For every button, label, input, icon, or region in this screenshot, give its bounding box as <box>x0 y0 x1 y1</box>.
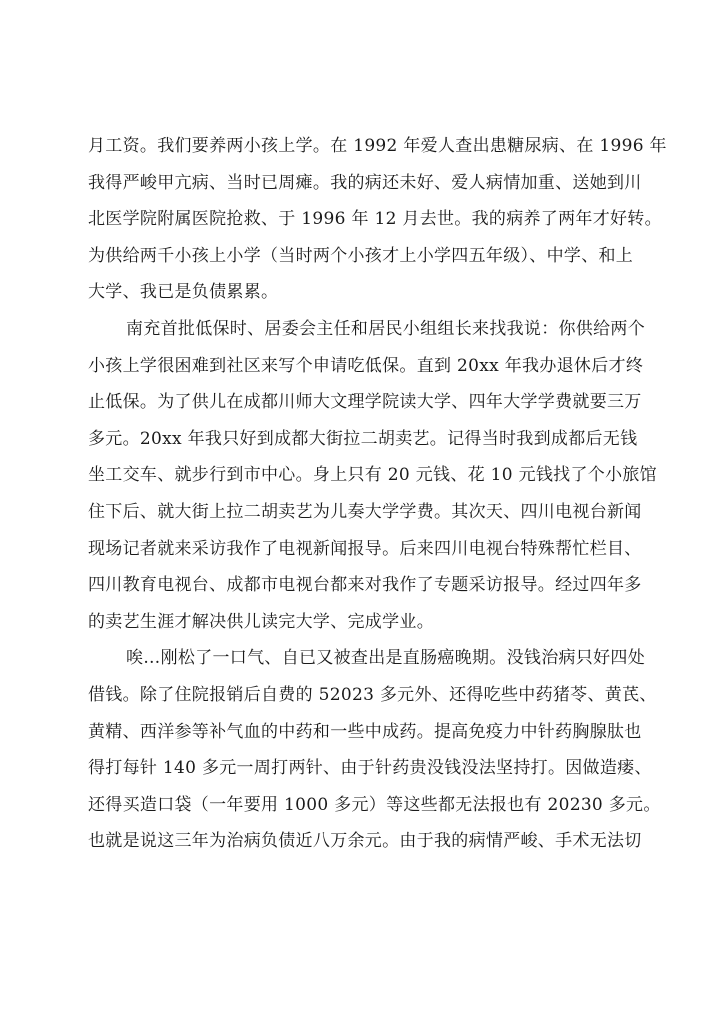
text-line: 黄精、西洋参等补气血的中药和一些中成药。提高免疫力中针药胸腺肽也 <box>88 721 642 742</box>
text-line: 多元。20xx 年我只好到成都大街拉二胡卖艺。记得当时我到成都后无钱 <box>88 428 638 449</box>
paragraph-first-line: 南充首批低保时、居委会主任和居民小组组长来找我说：你供给两个 <box>126 318 645 339</box>
text-line: 的卖艺生涯才解决供儿读完大学、完成学业。 <box>88 611 434 632</box>
text-line: 住下后、就大街上拉二胡卖艺为儿奏大学学费。其次天、四川电视台新闻 <box>88 501 642 522</box>
text-line: 月工资。我们要养两小孩上学。在 1992 年爱人查出患糖尿病、在 1996 年 <box>88 136 667 156</box>
paragraph-first-line: 唉…刚松了一口气、自已又被查出是直肠癌晚期。没钱治病只好四处 <box>126 648 645 669</box>
text-line: 得打每针 140 多元一周打两针、由于针药贵没钱没法坚持打。因做造瘘、 <box>88 758 652 779</box>
text-line: 还得买造口袋（一年要用 1000 多元）等这些都无法报也有 20230 多元。 <box>88 794 661 815</box>
text-line: 大学、我已是负债累累。 <box>88 282 279 303</box>
text-line: 四川教育电视台、成都市电视台都来对我作了专题采访报导。经过四年多 <box>88 575 642 596</box>
text-line: 现场记者就来采访我作了电视新闻报导。后来四川电视台特殊帮忙栏目、 <box>88 538 642 559</box>
text-line: 小孩上学很困难到社区来写个申请吃低保。直到 20xx 年我办退休后才终 <box>88 355 644 376</box>
text-line: 也就是说这三年为治病负债近八万余元。由于我的病情严峻、手术无法切 <box>88 831 642 852</box>
body-text <box>88 128 667 860</box>
text-line: 北医学院附属医院抢救、于 1996 年 12 月去世。我的病养了两年才好转。 <box>88 209 662 230</box>
text-line: 坐工交车、就步行到市中心。身上只有 20 元钱、花 10 元钱找了个小旅馆 <box>88 465 657 486</box>
text-line: 止低保。为了供儿在成都川师大文理学院读大学、四年大学学费就要三万 <box>88 392 642 413</box>
text-line: 我得严峻甲亢病、当时已周瘫。我的病还未好、爱人病情加重、送她到川 <box>88 172 642 193</box>
text-line: 借钱。除了住院报销后自费的 52023 多元外、还得吃些中药猪苓、黄芪、 <box>88 684 657 705</box>
text-line: 为供给两千小孩上小学（当时两个小孩才上小学四五年级）、中学、和上 <box>88 245 634 266</box>
